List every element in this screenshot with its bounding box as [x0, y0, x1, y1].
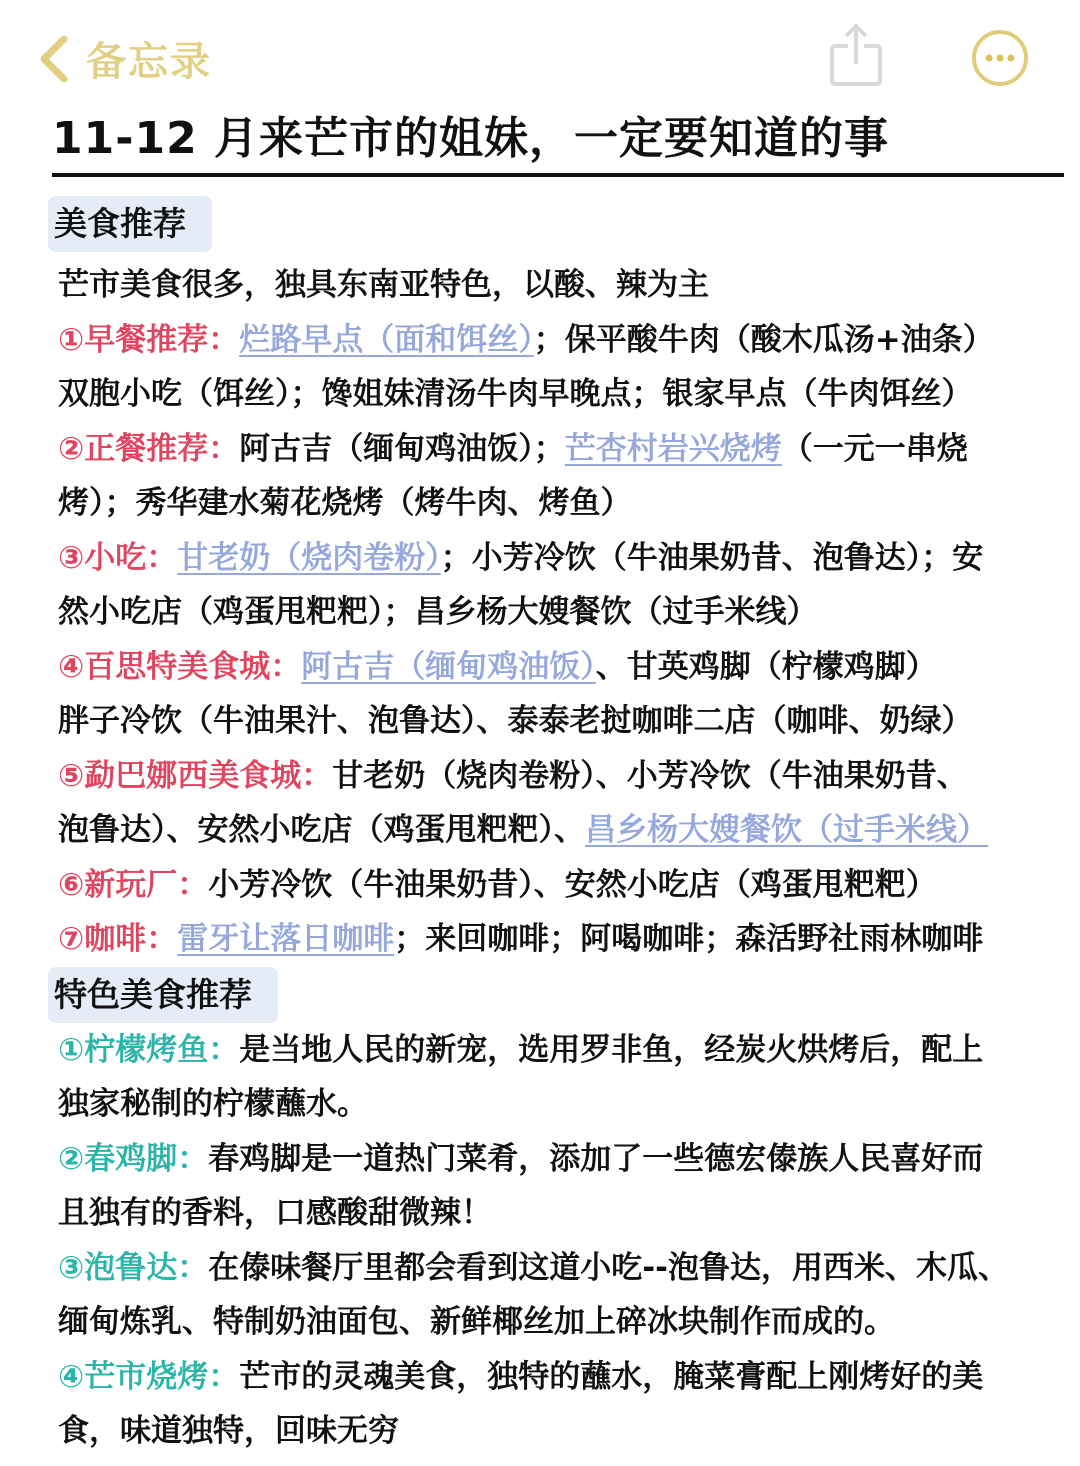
body-text: 然小吃店（鸡蛋甩粑粑）；昌乡杨大嫂餐饮（过手米线）	[58, 594, 818, 630]
text-line	[58, 640, 1048, 695]
text-line	[58, 1404, 1048, 1459]
body-text: 食，味道独特，回味无穷	[58, 1413, 399, 1449]
body-text: 是当地人民的新宠，选用罗非鱼，经炭火烘烤后，配上	[239, 1031, 984, 1068]
item-heading: ④百思特美食城：	[58, 648, 302, 685]
text-line	[58, 1132, 1048, 1187]
intro-text: 芒市美食很多，独具东南亚特色，以酸、辣为主	[58, 267, 709, 303]
body-text: 春鸡脚是一道热门菜肴，添加了一些德宏傣族人民喜好而	[208, 1140, 984, 1177]
note-body[interactable]	[54, 196, 1048, 1459]
text-line	[58, 1186, 1048, 1241]
body-text: 泡鲁达）、安然小吃店（鸡蛋甩粑粑）、	[58, 812, 585, 848]
title-divider	[52, 173, 1064, 177]
item-heading: ④芒市烧烤：	[58, 1358, 240, 1395]
text-line	[58, 912, 1048, 967]
section-tag-special: 特色美食推荐	[48, 967, 278, 1023]
section-tag-food: 美食推荐	[48, 196, 212, 252]
text-line	[58, 531, 1048, 586]
text-line	[58, 476, 1048, 531]
special-food-list	[58, 1023, 1048, 1459]
body-text: 、甘英鸡脚（柠檬鸡脚）	[595, 648, 937, 685]
note-title: 11-12 月来芒市的姐妹，一定要知道的事	[52, 113, 890, 164]
body-text: （一元一串烧	[781, 430, 968, 467]
body-text: 甘老奶（烧肉卷粉）、小芳冷饮（牛油果奶昔、	[332, 757, 968, 794]
text-line	[58, 1241, 1048, 1296]
item-heading: ①柠檬烤鱼：	[58, 1031, 240, 1068]
place-link[interactable]: 昌乡杨大嫂餐饮（过手米线）	[585, 812, 988, 848]
text-line	[58, 1350, 1048, 1405]
body-text: ；保平酸牛肉（酸木瓜汤+油条）	[533, 321, 994, 358]
item-heading: ②正餐推荐：	[58, 430, 240, 467]
body-text: 在傣味餐厅里都会看到这道小吃--泡鲁达，用西米、木瓜、	[208, 1249, 1009, 1286]
place-link[interactable]: 甘老奶（烧肉卷粉）	[177, 539, 441, 576]
food-recommend-list	[58, 313, 1048, 967]
back-button[interactable]	[30, 30, 212, 87]
item-heading: ②春鸡脚：	[58, 1140, 209, 1177]
body-text: 芒市的灵魂美食，独特的蘸水，腌菜膏配上刚烤好的美	[239, 1358, 984, 1395]
back-label: 备忘录	[86, 39, 212, 85]
text-line	[58, 585, 1048, 640]
body-text: 独家秘制的柠檬蘸水。	[58, 1086, 368, 1122]
text-line	[58, 694, 1048, 749]
body-text: 且独有的香料，口感酸甜微辣！	[58, 1195, 492, 1231]
text-line	[58, 422, 1048, 477]
item-heading: ③泡鲁达：	[58, 1249, 209, 1286]
item-heading: ①早餐推荐：	[58, 321, 240, 358]
item-heading: ⑦咖啡：	[58, 921, 178, 957]
item-heading: ⑥新玩厂：	[58, 866, 209, 903]
top-bar	[0, 0, 1080, 110]
body-text: ；小芳冷饮（牛油果奶昔、泡鲁达）；安	[440, 539, 984, 576]
body-text: 缅甸炼乳、特制奶油面包、新鲜椰丝加上碎冰块制作而成的。	[58, 1304, 895, 1340]
body-text: ；来回咖啡；阿喝咖啡；森活野社雨林咖啡	[394, 921, 984, 957]
chevron-left-icon	[30, 31, 82, 87]
body-text: 小芳冷饮（牛油果奶昔）、安然小吃店（鸡蛋甩粑粑）	[208, 866, 937, 903]
item-heading: ⑤勐巴娜西美食城：	[58, 757, 333, 794]
text-line	[58, 1077, 1048, 1132]
text-line	[58, 367, 1048, 422]
text-line	[58, 1295, 1048, 1350]
body-text: 胖子冷饮（牛油果汁、泡鲁达）、泰泰老挝咖啡二店（咖啡、奶绿）	[58, 703, 973, 739]
text-line	[58, 313, 1048, 368]
share-icon[interactable]	[828, 22, 884, 88]
place-link[interactable]: 阿古吉（缅甸鸡油饭）	[301, 648, 596, 685]
body-text: 双胞小吃（饵丝）；馋姐妹清汤牛肉早晚点；银家早点（牛肉饵丝）	[58, 376, 973, 412]
place-link[interactable]: 烂路早点（面和饵丝）	[239, 321, 534, 358]
item-heading: ③小吃：	[58, 539, 178, 576]
text-line	[58, 858, 1048, 913]
body-text: 烤）；秀华建水菊花烧烤（烤牛肉、烤鱼）	[58, 485, 632, 521]
place-link[interactable]: 芒杏村岩兴烧烤	[564, 430, 782, 467]
place-link[interactable]: 雷牙让落日咖啡	[177, 921, 395, 957]
text-line	[58, 803, 1048, 858]
body-text: 阿古吉（缅甸鸡油饭）；	[239, 430, 565, 467]
more-options-icon[interactable]	[970, 28, 1030, 88]
text-line	[58, 1023, 1048, 1078]
text-line	[58, 749, 1048, 804]
